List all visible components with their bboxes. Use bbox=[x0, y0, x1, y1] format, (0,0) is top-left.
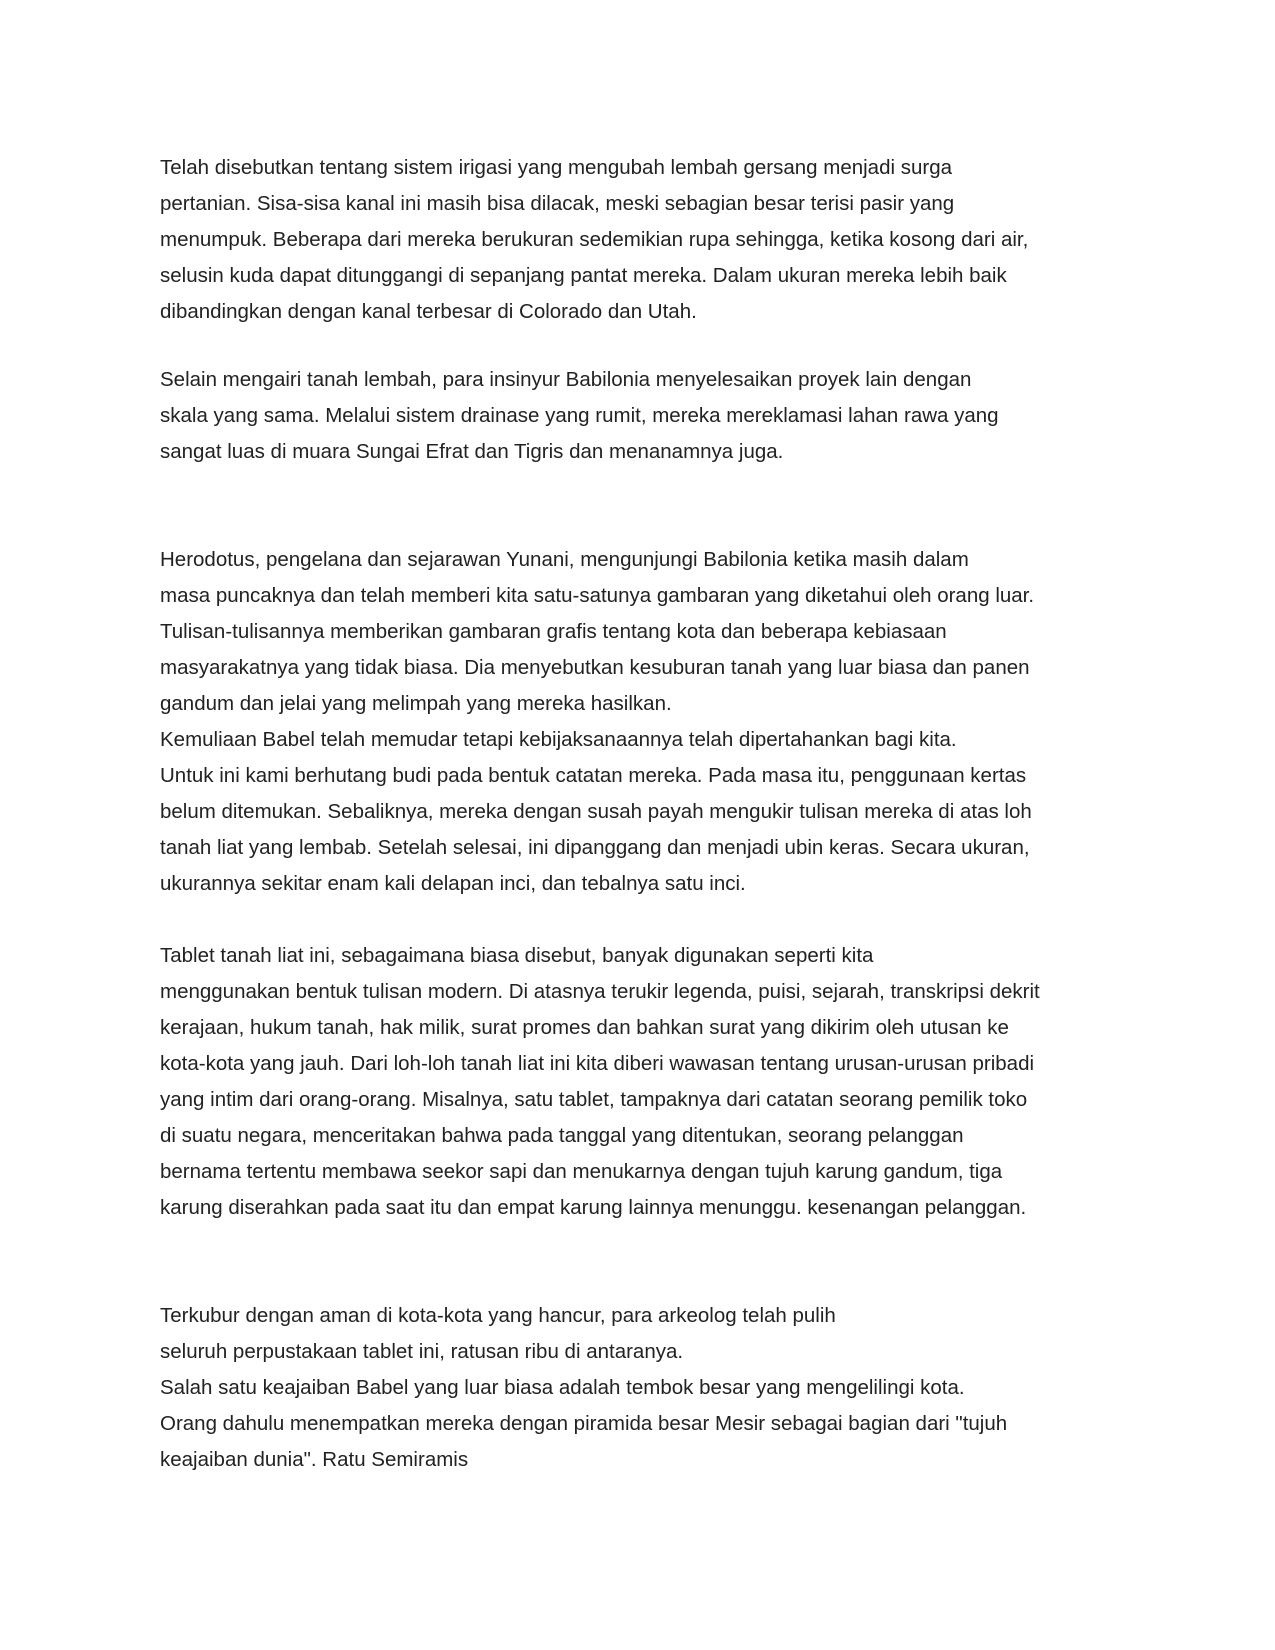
paragraph-archaeologists: Terkubur dengan aman di kota-kota yang hancur, para arkeolog telah pulih seluruh perpustakaan tablet ini, ratusan ribu di antaranya. bbox=[160, 1304, 836, 1363]
paragraph-irrigation: Telah disebutkan tentang sistem irigasi yang mengubah lembah gersang menjadi surga pertanian. Sisa-sisa kanal ini masih bisa dilacak, meski sebagian besar terisi pasir yang menumpuk. Beberapa dari mereka berukuran sedemikian rupa sehingga, ketika kosong dari air, selusin kuda dapat ditunggangi di sepanjang pantat mereka. Dalam ukuran mereka lebih baik dibandingkan dengan kanal terbesar di Colorado dan Utah. bbox=[160, 156, 1029, 323]
paragraph-clay-tablets: Tablet tanah liat ini, sebagaimana biasa disebut, banyak digunakan seperti kita menggunakan bentuk tulisan modern. Di atasnya terukir legenda, puisi, sejarah, transkripsi dekrit kerajaan, hukum tanah, hak milik, surat promes dan bahkan surat yang dikirim oleh utusan ke kota-kota yang jauh. Dari loh-loh tanah liat ini kita diberi wawasan tentang urusan-urusan pribadi yang intim dari orang-orang. Misalnya, satu tablet, tampaknya dari catatan seorang pemilik toko di suatu negara, menceritakan bahwa pada tanggal yang ditentukan, seorang pelanggan bernama tertentu membawa seekor sapi dan menukarnya dengan tujuh karung gandum, tiga karung diserahkan pada saat itu dan empat karung lainnya menunggu. kesenangan pelanggan. bbox=[160, 944, 1040, 1219]
paragraph-babel-wisdom: Kemuliaan Babel telah memudar tetapi kebijaksanaannya telah dipertahankan bagi kita. Untuk ini kami berhutang budi pada bentuk catatan mereka. Pada masa itu, penggunaan kertas belum ditemukan. Sebaliknya, mereka dengan susah payah mengukir tulisan mereka di atas loh tanah liat yang lembab. Setelah selesai, ini dipanggang dan menjadi ubin keras. Secara ukuran, ukurannya sekitar enam kali delapan inci, dan tebalnya satu inci. bbox=[160, 728, 1032, 895]
paragraph-herodotus: Herodotus, pengelana dan sejarawan Yunani, mengunjungi Babilonia ketika masih dalam masa puncaknya dan telah memberi kita satu-satunya gambaran yang diketahui oleh orang luar. Tulisan-tulisannya memberikan gambaran grafis tentang kota dan beberapa kebiasaan masyarakatnya yang tidak biasa. Dia menyebutkan kesuburan tanah yang luar biasa dan panen gandum dan jelai yang melimpah yang mereka hasilkan. bbox=[160, 548, 1035, 715]
paragraph-walls: Salah satu keajaiban Babel yang luar biasa adalah tembok besar yang mengelilingi kota. Orang dahulu menempatkan mereka dengan piramida besar Mesir sebagai bagian dari "tujuh keajaiban dunia". Ratu Semiramis bbox=[160, 1376, 1008, 1471]
paragraph-drainage: Selain mengairi tanah lembah, para insinyur Babilonia menyelesaikan proyek lain dengan skala yang sama. Melalui sistem drainase yang rumit, mereka mereklamasi lahan rawa yang sangat luas di muara Sungai Efrat dan Tigris dan menanamnya juga. bbox=[160, 368, 999, 463]
